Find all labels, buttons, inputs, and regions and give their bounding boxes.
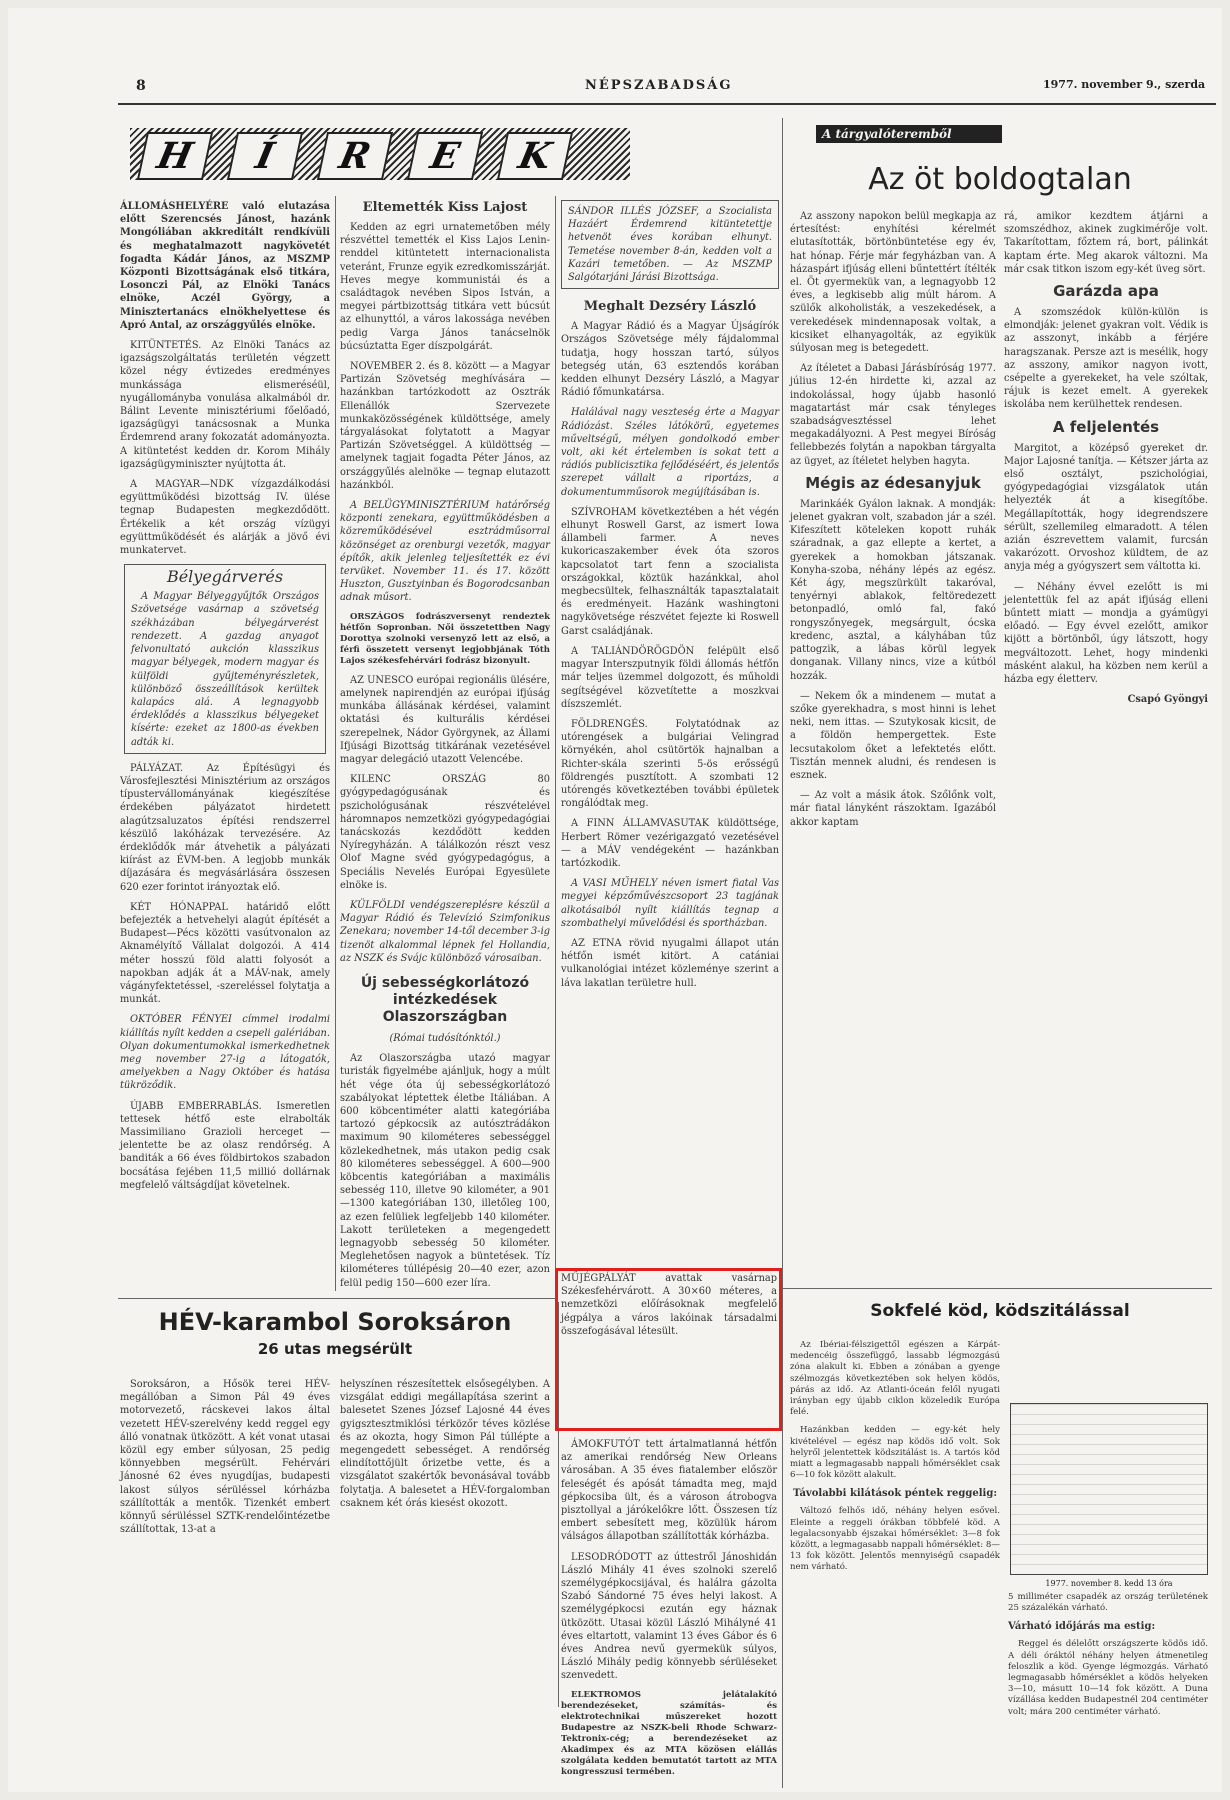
hev-col2 (340, 1378, 550, 1517)
belyeg-text: A Magyar Bélyeggyűjtők Országos Szövetsége vasárnap a szövetség székházában bélyegárverést rendezett. A gazdag anyagot felvonultató aukción klasszikus magyar bélyegek, modern magyar és külföldi gyűjteményrészletek, különböző összeállítások kerültek kalapács alá. A legnagyobb érdeklődés a klasszikus bélyegeket kísérte: ezeket az 1800-as években adták ki. (131, 591, 319, 748)
seb-text: Az Olaszországba utazó magyar turisták figyelmébe ajánljuk, hogy a múlt hét vége óta új sebességkorlátozó szabályokat léptettek életbe Itáliában. A 600 köbcentiméter alatti kategóriába tartozó gépkocsik az autósztrádákon maximum 90 kilométeres sebességgel közlekedhetnek, más utakon pedig csak 80 kilométeres sebességgel. A 600—900 köbcentis kategóriában a maximális sebesség 110, illetve 90 kilométer, a 901—1300 kategóriában 130, illetőleg 100, az ezen felüliek legfeljebb 140 kilométer. Lakott területeken a megengedett legnagyobb sebesség 50 kilométer. Meglehetősen nagyok a büntetések. Tíz kilométeres túllépésig 20—40 ezer, azon felül pedig 150—600 ezer líra. (340, 1053, 550, 1289)
kod-rain-note: 5 milliméter csapadék az ország területének 25 százalékán várható. (1008, 1592, 1208, 1614)
hev-subtitle: 26 utas megsérült (257, 1340, 413, 1358)
hirek-lead: ÁLLOMÁSHELYÉRE való elutazása előtt Szerencsés Jánost, hazánk Mongóliában akkreditált rendkívüli és meghatalmazott nagykövetét fogadta Kádár János, az MSZMP Központi Bizottságának első titkára, Losonczi Pál, az Elnöki Tanács elnöke, Aczél György, a Minisztertanács elnökhelyettese és Apró Antal, az országgyűlés elnöke. (120, 201, 330, 331)
hev-text1: Soroksáron, a Hősök terei HÉV-megállóban a Simon Pál 49 éves motorvezető, rácskevei lakos által vezetett HÉV-szerelvény kedd reggel egy álló vonatnak ütközött. A két vonat utasai közül egy ember súlyosan, 25 pedig könnyebben megsérült. Fehérvári Jánosné 62 éves nyugdíjas, budapesti lakost súlyos sérüléssel kórházba szállították a mentők. Tizenkét embert könnyű sérüléssel SZTK-rendelőintézetbe szállítottak, 13-at a (120, 1379, 330, 1536)
kod-col2 (1008, 1592, 1208, 1725)
targy-p8: Margitot, a középső gyereket dr. Major Lajosné tanítja. — Kétszer járta az első osztályt, pszichológiai, gyógypedagógiai vizsgálatok után helyezték át a kisegítőbe. Megállapították, hogy idegrendszere sérült, szellemileg elmaradott. A télen azián észrevettem valamit, furcsán vakarózott. Orvoshoz küldtem, de az anyja még a gyógyszert sem váltotta ki. (1004, 442, 1208, 573)
hev-text2: helyszínen részesítettek elsősegélyben. A vizsgálat eddigi megállapítása szerint a balesetet Szenes József Lajosné 44 éves gyigsztesztmiklósi térközőr téves közlése és az okozta, hogy Simon Pál túllépte a megengedett sebességet. A rendőrség elindítottőjült őrizetbe vette, és a vizsgálatot szakértők bevonásával tovább folytatja. A balesetet a HÉV-forgalomban csaknem két órás kiesést okozott. (340, 1379, 550, 1509)
news-ujabb: ÚJABB EMBERRABLÁS. Ismeretlen tettesek hétfő este elrabolták Massimiliano Grazioli herceget — jelentette be az olasz rendőrség. A banditák a 66 éves földbirtokos szabadon bocsátása fejében 11,5 millió dollárnak megfelelő váltságdíjat követelnek. (120, 1100, 330, 1191)
news-amok: ÁMOKFUTÓT tett ártalmatlanná hétfőn az amerikai rendőrség New Orleans városában. A 35 éves fiatalember először feleségét és apósát támadta meg, majd gépkocsiba ült, és a városon átrobogva pisztollyal a járókelőkre lőtt. Összesen tíz embert sebesített meg, közülük három válságos állapotban szállították kórházba. (561, 1439, 777, 1543)
targy-p3: Marinkáék Gyálon laknak. A mondják: jelenet gyakran volt, szabadon jár a szél. Kifeszített köteleken kopott ruhák száradnak, a gaz ellepte a kertet, a gyerekek a homokban játszanak. Konyha-szoba, néhány lépés az egész. Két ágy, megszürkült takaróval, tenyérnyi ablakok, feltöredezett betonpadló, omló fal, fakó rongyszőnyegek, megsárgult, ócska kredenc, asztal, a kályhában tűz pattogzik, a lábas körül legyek donganak. Villany nincs, vize a kútból hozzák. (790, 498, 996, 682)
targy-p5: — Az volt a másik átok. Szőlőnk volt, már fiatal lányként rászoktam. Igazából akkor kaptam (790, 790, 996, 828)
news-foldrenges: FÖLDRENGÉS. Folytatódnak az utórengések a bulgáriai Velingrad környékén, ahol csütörtök hajnalban a Richter-skála szerinti 5-ös erősségű földrengés pusztított. A szombati 12 utórengés következtében további épületek rongálódtak meg. (561, 718, 779, 810)
seb-title: Új sebességkorlátozó intézkedések Olaszországban (360, 974, 530, 1025)
column-rule (335, 196, 336, 1291)
targy-banner: A tárgyalóteremből (816, 125, 1002, 143)
weather-map (1010, 1403, 1208, 1588)
targy-sub3: A feljelentés (1052, 417, 1160, 436)
kod-text: Az Ibériai-félszigettől egészen a Kárpát-medencéig összefüggő, lassabb légmozgású zóna alakult ki. Ebben a zónában a gyenge szélmozgás következtében sok helyen ködös, párás az idő. Az Atlanti-óceán felől nyugati irányban egy újabb ciklon közeledik Európa felé. (790, 1340, 1000, 1418)
news-palyazat: PÁLYÁZAT. Az Építésügyi és Városfejlesztési Minisztérium az országos típustervállományának kiegészítése érdekében pályázatot hirdetett alagútzsaluzatos építési rendszerrel készülő lakóházak tervezésére. Az érdeklődők már átvehetik a pályázati kiírást az ÉVM-ben. A legjobb munkák díjazására és megvásárlására összesen 620 ezer forintot irányoztak elő. (120, 762, 330, 893)
targy-p2: Az ítéletet a Dabasi Járásbíróság 1977. július 12-én hirdette ki, azzal az indokolással, hogy újabb hasonló magatartást már csak tényleges szabadságvesztéssel lehet megakadályozni. A Pest megyei Bíróság fellebbezés folytán a napokban tárgyalta az ügyet, az ítéletet helyben hagyta. (790, 363, 996, 467)
kod-varhato-title: Várható időjárás ma estig: (1008, 1621, 1156, 1633)
dezsery-title: Meghalt Dezséry László (583, 299, 757, 315)
hev-col1 (120, 1378, 330, 1543)
news-vasi: A VASI MŰHELY néven ismert fiatal Vas megyei képzőművészcsoport 23 tagjának alkotásaiból nyílt kiállítás tegnap a szombathelyi művelődési és sportházban. (561, 878, 779, 929)
news-lesodrodott: LESODRÓDOTT az úttestről Jánoshidán László Mihály 41 éves szolnoki szerelő személygépkocsijával, és halálra gázolta Szabó Sándorné 75 éves helyi lakost. A személygépkocsi ezután egy háznak ütközött. Utasai közül László Mihályné 41 éves eltartott, valamint 13 éves Gábor és 6 éves Andrea nevű gyermekük súlyos, László Mihály pedig könnyebb sérüléseket szenvedett. (561, 1551, 777, 1682)
targy-sub1: Mégis az édesanyjuk (805, 473, 981, 492)
news-kituntetes: KITÜNTETÉS. Az Elnöki Tanács az igazságszolgáltatás területén végzett közel négy évtizedes eredményes munkássága elismeréséül, nyugállományba vonulása alkalmából dr. Bálint Levente minisztériumi főelőadó, igazságügyi tanácsosnak a Munka Érdemrend arany fokozatát adományozta. A kitüntetést kedden dr. Korom Mihály igazságügyminiszter nyújtotta át. (120, 340, 330, 470)
targy-signature: Csapó Gyöngyi (1127, 694, 1208, 706)
targy-col1 (790, 210, 996, 836)
weather-map-caption: 1977. november 8. kedd 13 óra (1045, 1579, 1173, 1588)
illes-box (561, 200, 779, 289)
paper-name: NÉPSZABADSÁG (585, 78, 733, 93)
kod-title: Sokfelé köd, ködszitálással (870, 1301, 1130, 1321)
targy-sub2: Garázda apa (1053, 282, 1159, 301)
kod-text2: Hazánkban kedden — egy-két hely kivételével — egész nap ködös idő volt. Sok helyről jelentettek ködszitálást is. A tartós köd miatt a legmagasabb nappali hőmérséklet csak 6—10 fok között alakult. (790, 1425, 1000, 1481)
targy-p9: — Néhány évvel ezelőtt is mi jelentettük fel az apát ifjúság elleni bűntett miatt — mondja a gyámügyi előadó. — Egy évvel ezelőtt, amikor kijött a börtönből, úgy látszott, hogy megváltozott. Lehet, hogy mindenki másként alakul, ha közben nem kerül a házba egy életterv. (1004, 581, 1208, 686)
column-rule (555, 196, 556, 1291)
news-unesco: AZ UNESCO európai regionális ülésére, amelynek napirendjén az európai ifjúság munkába állásának kérdései, valamint oktatási és kulturális kérdései szerepelnek, Nádor Györgynek, az Állami Ifjúsági Bizottság titkárának vezetésével magyar delegáció utazott Velencébe. (340, 674, 550, 765)
news-elektromos: ELEKTROMOS jelátalakító berendezéseket, számítás- és elektrotechnikai műszereket hozott Budapestre az NSZK-beli Rhode Schwarz-Tektronix-cég; a berendezéseket az Akadimpex és az MTA közösen elállás szolgálata kedden bemutatót tartott az MTA kongresszusi termében. (561, 1689, 777, 1777)
targy-p1: Az asszony napokon belül megkapja az értesítést: enyhítési kérelmét elutasították, börtönbüntetése egy év, hat hónap. Férje már fegyházban van. A házaspárt ifjúság elleni bűntettért ítélték el. Öt gyermekük van, a legnagyobb 12 éves, a legkisebb alig múlt három. A szülők alkoholisták, a veszekedések, a verekedések mindennaposak voltak, a kicsiket elhanyagolták, az egyikük súlyosan meg is betegedett. (790, 211, 996, 355)
news-magyar-ndk: A MAGYAR—NDK vízgazdálkodási együttműködési bizottság IV. ülése tegnap Budapesten megkezdődött. Értékelik a két ország vízügyi együttműködését és alárják a jövő évi munkatervet. (120, 479, 330, 557)
kod-col1 (790, 1340, 1000, 1581)
highlight-box (555, 1268, 782, 1431)
targy-p4: — Nekem ők a mindenem — mutat a szőke gyerekhadra, s most hinni is lehet neki, nem ittas. — Szutykosak kicsit, de a földön hempergettek. Este lecsutakolom őket a lefektetés előtt. Tisztán mennek aludni, és rendesen is esznek. (790, 690, 996, 781)
hev-article (120, 1308, 550, 1366)
news-belugy: A BELÜGYMINISZTÉRIUM határőrség központi zenekara, együttműködésben a közreműködésével esztrádműsorral közönséget az orenburgi vezetők, magyar építők, akik jelenleg teljesítették ez évi tervüket. November 11. és 17. között Huszton, Gusztyinban és Bogorodcsanban adnak műsort. (340, 500, 550, 604)
dezsery-column (561, 200, 779, 997)
targy-col2 (1004, 210, 1208, 707)
targy-p6: rá, amikor kezdtem átjárni a szomszédhoz, akinek zugkimérője volt. Takarítottam, főztem rá, bort, pálinkát kaptam érte. Meg akarok változni. Ma már csak titkon iszom egy-két üveg sört. (1004, 211, 1208, 275)
column-rule (782, 118, 783, 1788)
belyeg-title: Bélyegárverés (166, 567, 284, 587)
section-rule (118, 1298, 555, 1299)
kod-varhato: Reggel és délelőtt országszerte ködös idő. A déli óráktól néhány helyen átmenetileg feloszlik a köd. Gyenge légmozgás. Várható legmagasabb hőmérséklet a ködös helyeken 3—10, másutt 10—14 fok között. A Duna vízállása kedden Budapestnél 204 centiméter volt; mára 200 centiméter várható. (1008, 1639, 1208, 1717)
hirek-letter: Í (227, 132, 303, 180)
hirek-letter: K (497, 132, 573, 180)
dezsery-italic: Halálával nagy veszteség érte a Magyar Rádiózást. Széles látókörű, egyetemes műveltségű, mélyen gondolkodó ember volt, aki két értelemben is sokat tett a rádiós publicisztika fejlődéséért, és jelentős szerepet vállalt a riportázs, a dokumentumműsorok megújításában is. (561, 407, 779, 498)
belyeg-box (124, 564, 326, 753)
illes-text: SÁNDOR ILLÉS JÓZSEF, a Szocialista Hazáért Érdemrend kitüntetettje hetvenöt éves korában elhunyt. Temetése november 8-án, kedden volt a Kazári temetőben. — Az MSZMP Salgótarjáni Járási Bizottsága. (568, 206, 772, 284)
news-kilenc: KILENC ORSZÁG 80 gyógypedagógusának és pszichológusának részvételével háromnapos nemzetközi gyógypedagógiai tanácskozás kezdődött kedden Nyíregyházán. A tálálkozón részt vesz Olof Magne svéd gyógypedagógus, a Speciális Nevelés Európai Egyesülete elnöke is. (340, 774, 550, 891)
targy-p7: A szomszédok külön-külön is elmondják: jelenet gyakran volt. Védik is az asszonyt, inkább a férjére haragszanak. Persze azt is mesélik, hogy az asszony, amikor nagyon ivott, csépelte a gyerekeket, ha vele szóltak, rájuk is kezet emelt. A gyerekek iskolába nem kerülhettek rendesen. (1004, 307, 1208, 411)
news-finn: A FINN ÁLLAMVASUTAK küldöttsége, Herbert Römer vezérigazgató vezetésével — a MÁV vendégeként — hazánkban tartózkodik. (561, 818, 779, 869)
hirek-letter: H (137, 132, 213, 180)
page-number: 8 (136, 78, 146, 94)
news-szivroham: SZÍVROHAM következtében a hét végén elhunyt Roswell Garst, az ismert Iowa állambeli farmer. A neves kukoricaszakember évek óta szoros kapcsolatot tart fenn a szocialista országokkal, köztük hazánkkal, ahol megbecsültek, felhasználták tapasztalatait és eredményeit. Hazánk washingtoni nagykövetsége részvétet fejezte ki Roswell Garst családjának. (561, 506, 779, 637)
kod-forecast: Változó felhős idő, néhány helyen esővel. Eleinte a reggeli órákban többfelé köd. A legalacsonyabb éjszakai hőmérséklet: 3—8 fok között, a legmagasabb nappali hőmérséklet: 8—13 fok között. Jelentős mennyiségű csapadék nem várható. (790, 1506, 1000, 1573)
news-talian: A TALIÁNDÖRÖGDÖN felépült első magyar Interszputnyik földi állomás hétfőn már teljes üzemmel dolgozott, és műholdi segítségével közvetítette a moszkvai díszszemlét. (561, 645, 779, 710)
hirek-letter: R (317, 132, 393, 180)
hirek-letter: E (407, 132, 483, 180)
hev-title: HÉV-karambol Soroksáron (158, 1308, 512, 1336)
news-etna: AZ ETNA rövid nyugalmi állapot után hétfőn ismét kitört. A catániai vulkanológiai intézet közleménye szerint a láva lakatlan területre hull. (561, 937, 779, 989)
kiss-text: Kedden az egri urnatemetőben mély részvéttel temették el Kiss Lajos Lenin-renddel kitüntetett internacionalista veteránt, Frunze egyik ezredkomisszárját. Heves megye kommunistái és a családtagok nevében Sipos István, a megyei pártbizottság titkára vett búcsút az elhunyttól, a város lakossága nevében pedig Varga János tanácselnök búcsúztatta Eger díszpolgárát. (340, 222, 550, 352)
kod-forecast-title: Távolabbi kilátások péntek reggelig: (792, 1488, 998, 1500)
news-orszagos: ORSZÁGOS fodrászversenyt rendeztek hétfőn Sopronban. Női összetettben Nagy Dorottya szolnoki versenyző lett az első, a férfi összetett versenyt legjobbjának Tóth Lajos székesfehérvári fodrász bizonyult. (340, 611, 550, 666)
news-november: NOVEMBER 2. és 8. között — a Magyar Partizán Szövetség meghívására — hazánkban tartózkodott az Osztrák Ellenállók Szervezete munkaközösségének küldöttsége, amely tárgyalásokat folytatott a Magyar Partizán Szövetséggel. A küldöttség — amelynek tagjait fogadta Péter János, az országgyűlés alelnöke — tegnap elutazott hazánkból. (340, 361, 550, 491)
targy-title: Az öt boldogtalan (868, 162, 1132, 197)
issue-date: 1977. november 9., szerda (1043, 78, 1206, 91)
news-ket-honappal: KÉT HÓNAPPAL határidő előtt befejezték a hetvehelyi alagút építését a Budapest—Pécs közötti vasútvonalon az Aknamélyítő Vállalat dolgozói. A 414 méter hosszú föld alatti folyosót a napokban adják át a MÁV-nak, amely vágányfektetéssel, -szereléssel folytatja a munkát. (120, 901, 330, 1006)
amok-column (561, 1438, 777, 1785)
kiss-title: Eltemették Kiss Lajost (362, 200, 528, 215)
masthead-rule (118, 103, 1216, 105)
news-oktober: OKTÓBER FÉNYEI címmel irodalmi kiállítás nyílt kedden a csepeli galériában. Olyan dokumentumokkal ismerkedhetnek meg november 27-ig a látogatók, amelyekben a Nagy Október és hatása tükröződik. (120, 1014, 330, 1092)
kiss-column (340, 200, 550, 1297)
hirek-column (120, 200, 330, 1199)
section-rule (782, 1288, 1212, 1289)
hirek-banner (130, 128, 630, 180)
dezsery-text: A Magyar Rádió és a Magyar Újságírók Országos Szövetsége mély fájdalommal tudatja, hogy hosszan tartó, súlyos betegség után, 63 esztendős korában kedden elhunyt Dezséry László, a Magyar Rádió főmunkatársa. (561, 321, 779, 399)
seb-dateline: (Római tudósítónktól.) (389, 1032, 501, 1044)
news-kulfoldi: KÜLFÖLDI vendégszereplésre készül a Magyar Rádió és Televízió Szimfonikus Zenekara; november 14-től december 3-ig tizenöt alkalommal lépnek fel Hollandia, az NSZK és Svájc különböző városaiban. (340, 899, 550, 964)
news-mujeg: MŰJÉGPÁLYÁT avattak vasárnap Székesfehérvárott. A 30×60 méteres, a nemzetközi előírásoknak megfelelő jégpálya a város lakóinak társadalmi összefogásával létesült. (561, 1273, 777, 1337)
